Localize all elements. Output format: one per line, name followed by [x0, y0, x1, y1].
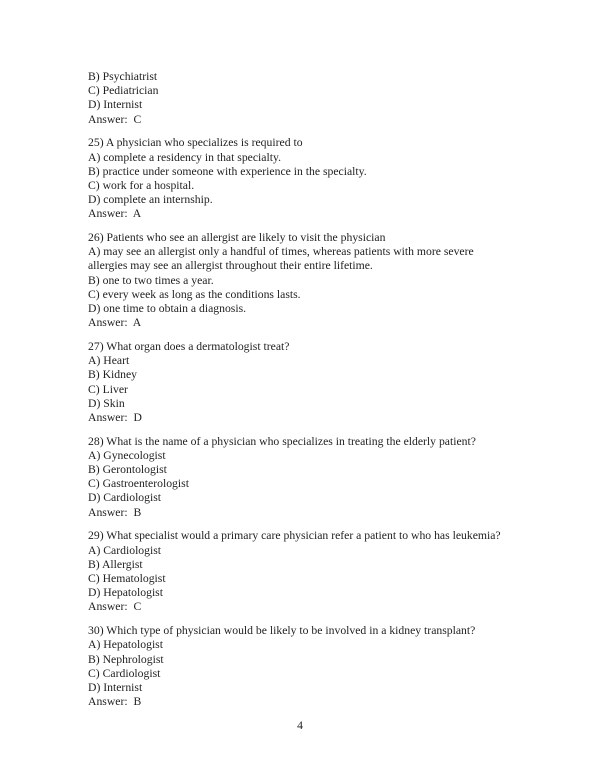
option-b: B) Psychiatrist	[88, 70, 158, 83]
question-block-30	[88, 624, 512, 709]
option-c: C) Cardiologist	[88, 666, 161, 680]
option-c: C) Liver	[88, 382, 128, 396]
option-d: D) Skin	[88, 396, 125, 410]
option-a: A) complete a residency in that specialty.	[88, 150, 281, 164]
answer-line: Answer: A	[88, 316, 142, 330]
option-b: B) Nephrologist	[88, 652, 164, 666]
question-block-26	[88, 231, 512, 330]
option-d: D) Cardiologist	[88, 491, 162, 505]
option-d: D) Internist	[88, 98, 143, 112]
option-b: B) Gerontologist	[88, 463, 167, 477]
answer-line: Answer: B	[88, 695, 142, 709]
option-a: A) Hepatologist	[88, 638, 163, 652]
answer-line: Answer: D	[88, 410, 142, 424]
answer-line: Answer: B	[88, 505, 142, 519]
option-a: A) may see an allergist only a handful of times, whereas patients with more severe allergies may see an allergist throughout their entire lifetime.	[88, 245, 477, 273]
option-d: D) Hepatologist	[88, 586, 163, 600]
question-stem: 25) A physician who specializes is required to	[88, 136, 303, 150]
option-b: B) Kidney	[88, 368, 138, 382]
question-stem: 30) Which type of physician would be likely to be involved in a kidney transplant?	[88, 624, 476, 638]
option-a: A) Cardiologist	[88, 543, 162, 557]
option-c: C) Gastroenterologist	[88, 477, 189, 491]
option-b: B) Allergist	[88, 557, 143, 571]
question-block-28	[88, 435, 512, 520]
question-block-29	[88, 529, 512, 614]
option-d: D) complete an internship.	[88, 193, 213, 207]
option-b: B) one to two times a year.	[88, 273, 214, 287]
option-c: C) Pediatrician	[88, 84, 159, 98]
option-c: C) Hematologist	[88, 572, 166, 585]
option-c: C) every week as long as the conditions lasts.	[88, 287, 301, 301]
answer-line: Answer: C	[88, 112, 142, 126]
answer-line: Answer: C	[88, 600, 142, 614]
option-b: B) practice under someone with experience in the specialty.	[88, 164, 367, 178]
question-block-25	[88, 136, 512, 221]
option-d: D) Internist	[88, 680, 143, 694]
answer-line: Answer: A	[88, 207, 142, 221]
question-stem: 26) Patients who see an allergist are likely to visit the physician	[88, 231, 386, 245]
question-stem: 28) What is the name of a physician who specializes in treating the elderly patient?	[88, 434, 476, 448]
option-c: C) work for a hospital.	[88, 178, 195, 192]
question-block-24-continuation	[88, 70, 512, 127]
option-d: D) one time to obtain a diagnosis.	[88, 302, 247, 316]
option-a: A) Gynecologist	[88, 448, 166, 462]
page-number: 4	[297, 718, 303, 732]
option-a: A) Heart	[88, 354, 130, 368]
question-stem: 29) What specialist would a primary care physician refer a patient to who has leukemia?	[88, 529, 501, 543]
question-stem: 27) What organ does a dermatologist treat?	[88, 339, 290, 353]
question-block-27	[88, 340, 512, 425]
